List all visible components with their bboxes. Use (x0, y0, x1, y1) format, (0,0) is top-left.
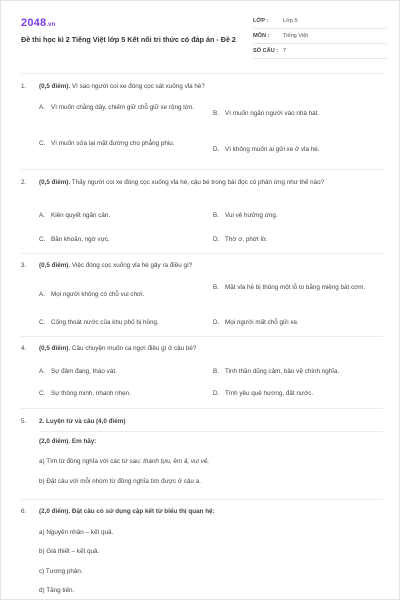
meta-value: 7 (283, 48, 287, 54)
option-text: Vì không muốn ai gửi xe ở vỉa hè. (225, 146, 320, 153)
option-text: Cống thoát nước của khu phố bị hỏng. (51, 319, 159, 326)
option-text: Vì muốn ngăn người vào nhà hát. (225, 110, 320, 117)
divider (21, 253, 383, 254)
question-3 (21, 261, 383, 270)
option-3a[interactable] (39, 290, 201, 299)
option-text: Vì muốn chằng dây, chiếm giữ chỗ giữ xe rộng lớn. (51, 104, 195, 111)
divider (21, 336, 383, 337)
option-letter: D. (213, 319, 220, 326)
option-1d[interactable] (213, 145, 375, 154)
question-6 (21, 507, 383, 516)
question-text: Thấy người coi xe đóng cọc xuống vỉa hè, cậu bé trong bài đọc có phản ứng như thế nào? (71, 179, 325, 186)
meta-value: Lớp 5 (283, 18, 298, 24)
option-text: Sự đảm đang, tháo vát. (51, 368, 117, 375)
option-text: Sự thông minh, nhanh nhẹn. (51, 390, 131, 397)
meta-key: SỐ CÂU : (253, 48, 279, 54)
option-4c[interactable] (39, 389, 201, 398)
question-number: 2. (21, 179, 27, 186)
meta-row-count (253, 44, 387, 59)
option-letter: B. (213, 212, 219, 219)
option-3b[interactable] (213, 283, 375, 292)
exam-title: Đề thi học kì 2 Tiếng Việt lớp 5 Kết nối tri thức có đáp án - Đề 2 (21, 35, 236, 44)
option-2a[interactable] (39, 211, 201, 220)
option-text: Vui vẻ hưởng ứng. (225, 212, 278, 219)
relation-item: c) Tương phản. (39, 568, 83, 575)
exam-meta (253, 14, 387, 59)
option-4b[interactable] (213, 367, 375, 376)
meta-row-class (253, 14, 387, 29)
option-letter: C. (39, 319, 46, 326)
meta-key: LỚP : (253, 18, 269, 24)
task-b: b) Đặt câu với mỗi nhóm từ đồng nghĩa tìm được ở câu a. (39, 478, 201, 485)
question-text: Việc đóng cọc xuống vỉa hè gây ra điều gì? (71, 262, 193, 269)
option-1a[interactable] (39, 103, 201, 112)
option-1b[interactable] (213, 109, 375, 118)
logo-text: 2048 (21, 17, 47, 29)
option-text: Mọi người mất chỗ gửi xe. (225, 319, 299, 326)
relation-item: b) Giả thiết – kết quả. (39, 548, 100, 555)
question-number: 1. (21, 83, 27, 90)
divider (21, 73, 383, 74)
question-points: (0,5 điểm). (39, 345, 71, 352)
option-text: Tinh thần dũng cảm, bảo vệ chính nghĩa. (225, 368, 340, 375)
question-points: (2,0 điểm). Em hãy: (39, 438, 97, 445)
question-text: Câu chuyện muốn ca ngợi điều gì ở cậu bé? (71, 345, 197, 352)
option-3d[interactable] (213, 318, 375, 327)
meta-value: Tiếng Việt (283, 33, 308, 39)
option-1c[interactable] (39, 139, 201, 148)
option-letter: A. (39, 212, 45, 219)
option-4d[interactable] (213, 389, 375, 398)
option-letter: C. (39, 236, 46, 243)
question-number: 3. (21, 262, 27, 269)
option-4a[interactable] (39, 367, 201, 376)
option-letter: D. (213, 146, 220, 153)
section-heading: 2. Luyện từ và câu (4,0 điểm) (39, 418, 126, 425)
task-a-prefix: a) Tìm từ đồng nghĩa với các từ sau: (39, 458, 142, 465)
task-a-words: thành tựu, êm ả, vui vẻ. (143, 458, 210, 465)
divider (39, 431, 383, 432)
option-text: Vì muốn sửa lại mặt đường cho phẳng phiu. (51, 140, 175, 147)
divider (21, 408, 383, 409)
option-text: Tình yêu quê hương, đất nước. (225, 390, 314, 397)
option-letter: C. (39, 140, 46, 147)
relation-item: d) Tăng tiến. (39, 587, 75, 594)
question-2 (21, 178, 383, 187)
option-letter: A. (39, 368, 45, 375)
divider (21, 169, 383, 170)
question-4 (21, 344, 383, 353)
question-1 (21, 82, 383, 91)
option-text: Kiên quyết ngăn cản. (51, 212, 111, 219)
option-letter: A. (39, 104, 45, 111)
site-logo[interactable] (21, 17, 56, 29)
option-letter: B. (213, 110, 219, 117)
question-text: (2,0 điểm). Đặt câu có sử dụng cặp kết từ biểu thị quan hệ: (39, 508, 215, 515)
logo-suffix: .vn (46, 22, 56, 28)
option-letter: B. (213, 368, 219, 375)
question-number: 5. (21, 418, 27, 425)
option-3c[interactable] (39, 318, 201, 327)
relation-item: a) Nguyên nhân – kết quả. (39, 529, 114, 536)
option-letter: D. (213, 236, 220, 243)
option-2c[interactable] (39, 235, 201, 244)
option-2b[interactable] (213, 211, 375, 220)
meta-row-subject (253, 29, 387, 44)
question-number: 6. (21, 508, 27, 515)
option-letter: B. (213, 284, 219, 291)
option-text: Mọi người không có chỗ vui chơi. (51, 291, 145, 298)
question-points: (0,5 điểm). (39, 262, 71, 269)
question-text: Vì sao người coi xe đóng cọc sát xuống vỉa hè? (71, 83, 205, 90)
option-text: Mặt vỉa hè bị thủng một lỗ to bằng miệng bát cơm. (225, 284, 366, 291)
question-points: (0,5 điểm). (39, 83, 71, 90)
question-number: 4. (21, 345, 27, 352)
option-text: Băn khoăn, ngờ vực. (51, 236, 110, 243)
question-5 (21, 417, 383, 426)
task-a (39, 457, 209, 466)
option-text: Thờ ơ, phớt lờ. (225, 236, 268, 243)
option-letter: C. (39, 390, 46, 397)
option-letter: D. (213, 390, 220, 397)
divider (21, 499, 383, 500)
meta-key: MÔN : (253, 33, 270, 39)
option-letter: A. (39, 291, 45, 298)
question-points: (0,5 điểm). (39, 179, 71, 186)
option-2d[interactable] (213, 235, 375, 244)
